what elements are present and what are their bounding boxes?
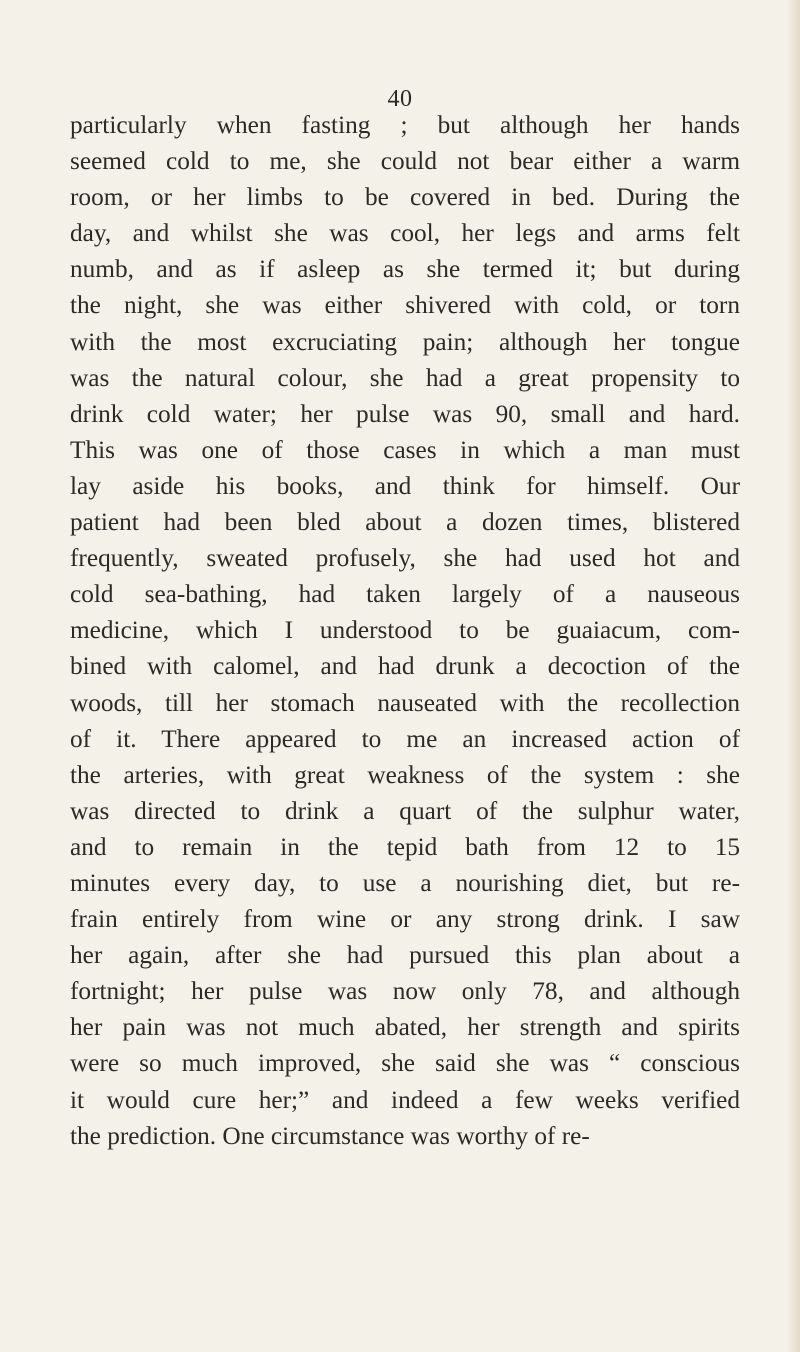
text-line: medicine, which I understood to be guaiacum, com- xyxy=(70,616,740,645)
text-line: it would cure her;” and indeed a few weeks verified xyxy=(70,1085,740,1114)
text-line: lay aside his books, and think for himself. Our xyxy=(70,471,740,500)
text-line: her again, after she had pursued this plan about a xyxy=(70,941,740,970)
text-line: the prediction. One circumstance was worthy of re- xyxy=(70,1121,590,1150)
text-line: frain entirely from wine or any strong drink. I saw xyxy=(70,905,740,934)
text-line: cold sea-bathing, had taken largely of a nauseous xyxy=(70,580,740,609)
text-line: patient had been bled about a dozen times, blistered xyxy=(70,508,740,537)
text-line: was the natural colour, she had a great propensity to xyxy=(70,363,740,392)
text-line: bined with calomel, and had drunk a decoction of the xyxy=(70,652,740,681)
text-line: the arteries, with great weakness of the system : she xyxy=(70,760,740,789)
text-line: and to remain in the tepid bath from 12 to 15 xyxy=(70,832,740,861)
text-line: particularly when fasting ; but although her hands xyxy=(70,111,740,139)
text-line: day, and whilst she was cool, her legs and arms felt xyxy=(70,219,740,248)
text-line: minutes every day, to use a nourishing diet, but re- xyxy=(70,868,740,897)
page-edge-shadow xyxy=(786,0,800,1352)
text-line: numb, and as if asleep as she termed it; but during xyxy=(70,255,740,284)
text-line: of it. There appeared to me an increased action of xyxy=(70,724,740,753)
body-text xyxy=(70,107,740,1154)
text-line: woods, till her stomach nauseated with the recollection xyxy=(70,688,740,717)
text-line: her pain was not much abated, her strength and spirits xyxy=(70,1013,740,1042)
text-line: with the most excruciating pain; although her tongue xyxy=(70,327,740,356)
page-number: 40 xyxy=(387,86,413,112)
text-line: fortnight; her pulse was now only 78, and although xyxy=(70,977,740,1006)
text-line: seemed cold to me, she could not bear either a warm xyxy=(70,147,740,176)
text-line: room, or her limbs to be covered in bed. During the xyxy=(70,183,740,212)
text-line: was directed to drink a quart of the sulphur water, xyxy=(70,796,740,825)
text-line: This was one of those cases in which a man must xyxy=(70,435,740,464)
text-line: the night, she was either shivered with cold, or torn xyxy=(70,291,740,320)
text-line: drink cold water; her pulse was 90, small and hard. xyxy=(70,399,740,428)
text-line: were so much improved, she said she was “ conscious xyxy=(70,1049,740,1078)
text-line: frequently, sweated profusely, she had used hot and xyxy=(70,544,740,573)
